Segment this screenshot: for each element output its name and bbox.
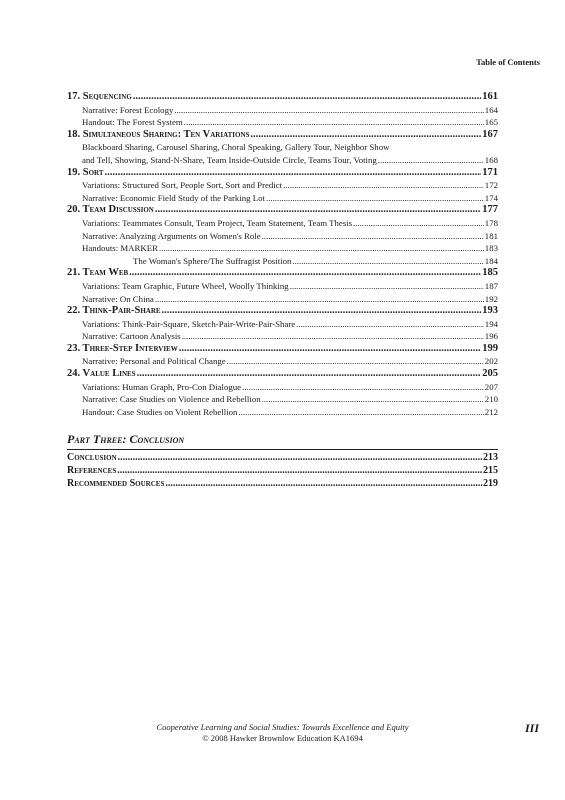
toc-entry[interactable]: Handouts: MARKER ..... 183 <box>67 242 498 255</box>
toc-chapter-21[interactable]: 21. Team Web ..... 185 <box>67 267 498 280</box>
toc-recommended-sources[interactable]: Recommended Sources ..... 219 <box>67 478 498 491</box>
toc-chapter-17[interactable]: 17. Sequencing ..... 161 <box>67 91 498 104</box>
toc-entry[interactable]: Narrative: Analyzing Arguments on Women's Role ..... 181 <box>67 230 498 243</box>
toc-entry[interactable]: and Tell, Showing, Stand-N-Share, Team Inside-Outside Circle, Teams Tour, Voting ..... 168 <box>67 154 498 167</box>
toc-entry[interactable]: Variations: Team Graphic, Future Wheel, Woolly Thinking ..... 187 <box>67 280 498 293</box>
toc-entry[interactable]: Handout: The Forest System ..... 165 <box>67 116 498 129</box>
toc-entry[interactable]: Narrative: Personal and Political Change ..... 202 <box>67 355 498 368</box>
toc-chapter-22[interactable]: 22. Think-Pair-Share ..... 193 <box>67 305 498 318</box>
page-number: III <box>524 721 539 735</box>
toc-entry[interactable]: Variations: Think-Pair-Square, Sketch-Pair-Write-Pair-Share ..... 194 <box>67 318 498 331</box>
toc-chapter-23[interactable]: 23. Three-Step Interview ..... 199 <box>67 343 498 356</box>
toc-conclusion[interactable]: Conclusion ..... 213 <box>67 452 498 465</box>
toc-chapter-18[interactable]: 18. Simultaneous Sharing: Ten Variations ..... 167 <box>67 129 498 142</box>
table-of-contents <box>67 91 498 490</box>
toc-chapter-19[interactable]: 19. Sort ..... 171 <box>67 167 498 180</box>
toc-chapter-24[interactable]: 24. Value Lines ..... 205 <box>67 368 498 381</box>
toc-entry[interactable]: Handout: Case Studies on Violent Rebellion ..... 212 <box>67 406 498 419</box>
toc-entry[interactable]: Narrative: Economic Field Study of the Parking Lot ..... 174 <box>67 192 498 205</box>
toc-entry[interactable]: Variations: Human Graph, Pro-Con Dialogue ..... 207 <box>67 381 498 394</box>
toc-entry[interactable]: Narrative: Forest Ecology ..... 164 <box>67 104 498 117</box>
running-header: Table of Contents <box>476 57 540 67</box>
toc-references[interactable]: References ..... 215 <box>67 465 498 478</box>
toc-entry[interactable]: Narrative: On China ..... 192 <box>67 293 498 306</box>
toc-entry[interactable]: Narrative: Case Studies on Violence and Rebellion ..... 210 <box>67 393 498 406</box>
toc-entry[interactable]: Narrative: Cartoon Analysis ..... 196 <box>67 330 498 343</box>
toc-entry[interactable]: The Woman's Sphere/The Suffragist Position ..... 184 <box>67 255 498 268</box>
toc-entry[interactable]: Variations: Structured Sort, People Sort, Sort and Predict ..... 172 <box>67 179 498 192</box>
part-title: Part Three: Conclusion <box>67 432 185 447</box>
page-footer <box>0 722 565 744</box>
copyright: © 2008 Hawker Brownlow Education KA1694 <box>202 733 363 743</box>
toc-chapter-20[interactable]: 20. Team Discussion ..... 177 <box>67 204 498 217</box>
divider <box>67 449 498 450</box>
toc-entry[interactable]: Variations: Teammates Consult, Team Project, Team Statement, Team Thesis ..... 178 <box>67 217 498 230</box>
book-title: Cooperative Learning and Social Studies: Towards Excellence and Equity <box>156 722 409 732</box>
toc-entry: Blackboard Sharing, Carousel Sharing, Choral Speaking, Gallery Tour, Neighbor Show <box>82 142 390 153</box>
